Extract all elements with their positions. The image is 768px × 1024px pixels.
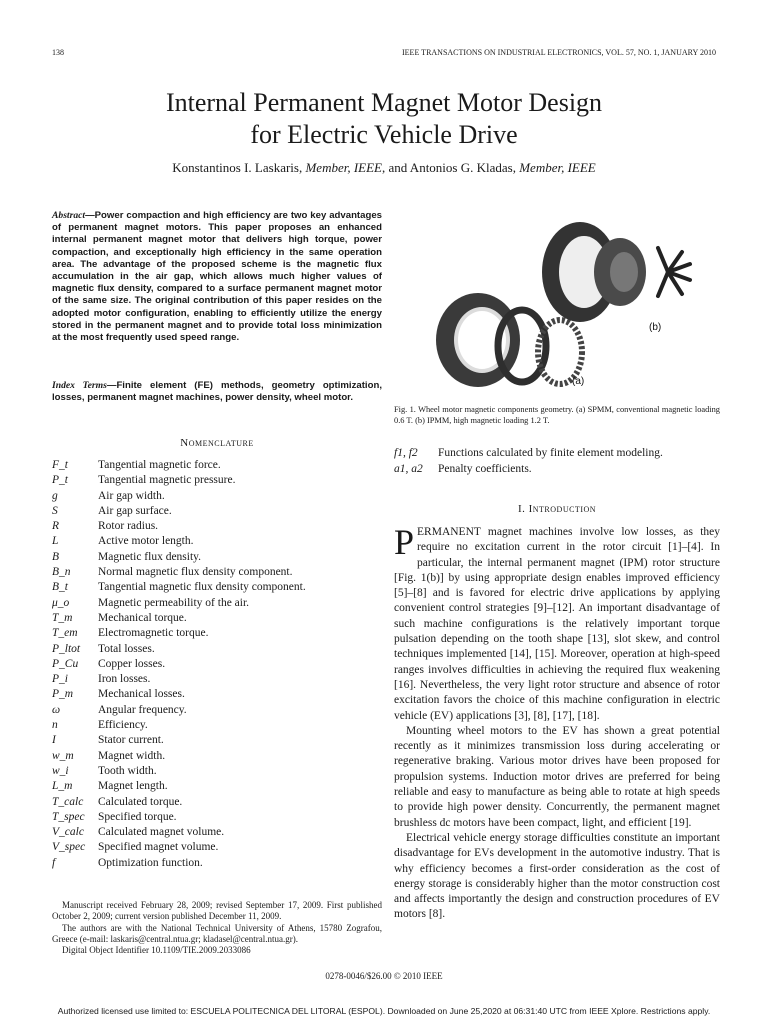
nomenclature-symbol: T_spec: [52, 810, 85, 823]
nomenclature-description: Efficiency.: [98, 719, 148, 732]
nomenclature-symbol: L: [52, 535, 59, 548]
nomenclature-symbol: B_n: [52, 566, 71, 579]
penalty-symbol: f1, f2: [394, 447, 418, 459]
nomenclature-row: [52, 840, 382, 855]
nomenclature-row: [52, 779, 382, 794]
nomenclature-row: [52, 703, 382, 718]
nomenclature-row: [52, 749, 382, 764]
nomenclature-list: [52, 458, 382, 871]
nomenclature-symbol: T_calc: [52, 795, 84, 808]
nomenclature-row: [52, 764, 382, 779]
author-1: Konstantinos I. Laskaris,: [172, 160, 306, 175]
nomenclature-row: [52, 718, 382, 733]
nomenclature-symbol: P_t: [52, 474, 68, 487]
intro-paragraph-1: [394, 522, 720, 724]
figure-1: [420, 212, 720, 392]
nomenclature-row: [52, 550, 382, 565]
nomenclature-row: [52, 504, 382, 519]
nomenclature-symbol: n: [52, 719, 58, 732]
issn-copyright: 0278-0046/$26.00 © 2010 IEEE: [325, 971, 443, 981]
paper-title: [0, 87, 768, 151]
penalty-list: [394, 446, 720, 477]
introduction-body: [394, 522, 720, 923]
index-terms-text: —Finite element (FE) methods, geometry optimization, losses, permanent magnet machines, power density, wheel motor.: [52, 380, 382, 404]
nomenclature-description: Optimization function.: [98, 856, 203, 869]
nomenclature-description: Tooth width.: [98, 764, 157, 777]
nomenclature-description: Tangential magnetic flux density component.: [98, 581, 306, 594]
nomenclature-description: Electromagnetic torque.: [98, 627, 209, 640]
abstract: [52, 210, 382, 344]
nomenclature-row: [52, 565, 382, 580]
nomenclature-row: [52, 580, 382, 595]
nomenclature-description: Magnet length.: [98, 780, 168, 793]
nomenclature-row: [52, 473, 382, 488]
index-terms-lead: Index Terms: [52, 380, 107, 391]
penalty-symbol: a1, a2: [394, 462, 423, 475]
motor-components-illustration: [420, 212, 720, 392]
introduction-heading: I. Introduction: [517, 503, 597, 515]
nomenclature-symbol: T_em: [52, 627, 78, 640]
nomenclature-row: [52, 687, 382, 702]
figure-label-b: (b): [649, 322, 662, 333]
abstract-text: —Power compaction and high efficiency are two key advantages of permanent magnet motors. This paper proposes an enhanced internal permanent magnet motor that delivers high torque, power compaction, and exceptionally high efficiency in the same operation area. The advantage of the proposed scheme is the magnetic flux accumulation in the air gap, which allows much higher values of magnetic flux density, compared to a surface permanent magnet motor of the same size. The original contribution of this paper resides on the adopted motor configuration, enabling to efficiently utilize the energy stored in the permanent magnet and to provide total loss minimization at the most frequently used speed range.: [52, 210, 382, 344]
title-line-1: Internal Permanent Magnet Motor Design: [165, 88, 603, 117]
nomenclature-row: [52, 611, 382, 626]
penalty-row: [394, 462, 720, 478]
nomenclature-symbol: V_spec: [52, 841, 86, 854]
nomenclature-row: [52, 534, 382, 549]
nomenclature-symbol: T_m: [52, 611, 73, 624]
nomenclature-row: [52, 672, 382, 687]
nomenclature-row: [52, 642, 382, 657]
title-line-2: for Electric Vehicle Drive: [250, 120, 518, 149]
author-2-role: Member, IEEE: [519, 160, 596, 175]
footnote-affiliation: The authors are with the National Technical University of Athens, 15780 Zografou, Greece (e-mail: laskaris@central.ntua.gr; kladasel@central.ntua.gr).: [52, 922, 382, 944]
ipmm-rotor: [594, 238, 646, 306]
nomenclature-symbol: I: [52, 734, 56, 747]
abstract-lead: Abstract: [52, 210, 86, 221]
nomenclature-symbol: P_i: [52, 673, 68, 686]
nomenclature-description: Rotor radius.: [98, 520, 159, 533]
nomenclature-symbol: S: [52, 504, 58, 517]
intro-paragraph-2: Mounting wheel motors to the EV has shown a great potential recently as it minimizes transmission loss during accelerating or regenerative braking. Various motor drives have been proposed for propulsion systems. Induction motor drives are preferred for being reliable and easy to manufacture as being able to rotate at high speeds to provide high power density. Concurrently, the permanent magnet brushless dc motors have been compact, light, and efficient [19].: [394, 724, 720, 829]
nomenclature-symbol: P_ltot: [52, 642, 81, 655]
author-conjunction: , and Antonios G. Kladas,: [382, 160, 520, 175]
nomenclature-description: Active motor length.: [98, 535, 194, 548]
nomenclature-description: Specified magnet volume.: [98, 841, 219, 854]
nomenclature-description: Calculated magnet volume.: [98, 826, 225, 839]
penalty-row: [394, 446, 720, 462]
nomenclature-symbol: R: [52, 520, 60, 533]
nomenclature-description: Total losses.: [98, 642, 155, 655]
figure-label-a: (a): [572, 376, 585, 387]
nomenclature-symbol: B: [52, 550, 60, 563]
nomenclature-description: Specified torque.: [98, 810, 177, 823]
nomenclature-row: [52, 489, 382, 504]
nomenclature-symbol: w_i: [52, 764, 69, 777]
nomenclature-description: Air gap surface.: [98, 504, 172, 517]
nomenclature-symbol: B_t: [52, 581, 68, 594]
nomenclature-row: [52, 795, 382, 810]
license-notice: Authorized licensed use limited to: ESCUELA POLITECNICA DEL LITORAL (ESPOL). Downloaded on June 25,2020 at 06:31:40 UTC from IEEE Xplore. Restrictions apply.: [57, 1006, 711, 1016]
nomenclature-description: Angular frequency.: [98, 703, 187, 716]
nomenclature-symbol: μ_o: [52, 596, 70, 609]
footnote-doi: Digital Object Identifier 10.1109/TIE.2009.2033086: [62, 945, 251, 956]
nomenclature-description: Mechanical torque.: [98, 611, 187, 624]
author-1-role: Member, IEEE: [305, 160, 382, 175]
journal-header: IEEE TRANSACTIONS ON INDUSTRIAL ELECTRONICS, VOL. 57, NO. 1, JANUARY 2010: [402, 48, 716, 57]
nomenclature-description: Iron losses.: [98, 673, 151, 686]
nomenclature-row: [52, 519, 382, 534]
nomenclature-symbol: f: [52, 856, 56, 869]
page-number: 138: [52, 48, 64, 57]
nomenclature-description: Stator current.: [98, 734, 164, 747]
footnote: [52, 900, 382, 956]
nomenclature-description: Air gap width.: [98, 489, 165, 502]
nomenclature-row: [52, 733, 382, 748]
nomenclature-description: Magnetic flux density.: [98, 550, 202, 563]
nomenclature-symbol: V_calc: [52, 826, 84, 839]
nomenclature-symbol: P_Cu: [52, 657, 79, 670]
nomenclature-symbol: ω: [52, 703, 61, 716]
nomenclature-description: Magnet width.: [98, 749, 166, 762]
index-terms: [52, 380, 382, 404]
nomenclature-symbol: w_m: [52, 749, 74, 762]
figure-caption: Fig. 1. Wheel motor magnetic components geometry. (a) SPMM, conventional magnetic loading 0.6 T. (b) IPMM, high magnetic loading 1.2 T.: [394, 405, 720, 425]
nomenclature-row: [52, 458, 382, 473]
nomenclature-row: [52, 657, 382, 672]
intro-paragraph-3: Electrical vehicle energy storage difficulties constitute an important disadvantage for EVs development in the automotive industry. That is why efficiency becomes a first-order consideration as the cost of energy storage is considerably higher than the motor construction cost and affects importantly the design and construction procedures of EV motors [8].: [394, 831, 720, 921]
ipmm-magnets: [658, 248, 690, 296]
penalty-desc: Functions calculated by finite element modeling.: [438, 447, 663, 459]
author-line: [0, 160, 768, 176]
nomenclature-description: Mechanical losses.: [98, 688, 185, 701]
nomenclature-row: [52, 596, 382, 611]
nomenclature-description: Calculated torque.: [98, 795, 183, 808]
nomenclature-description: Copper losses.: [98, 657, 166, 670]
nomenclature-row: [52, 626, 382, 641]
nomenclature-symbol: P_m: [52, 688, 74, 701]
nomenclature-symbol: F_t: [52, 459, 68, 471]
nomenclature-description: Magnetic permeability of the air.: [98, 596, 250, 609]
penalty-desc: Penalty coefficients.: [438, 462, 532, 475]
intro-paragraph-1-text: ERMANENT magnet machines involve low losses, as they require no excitation current in the rotor circuit [1]–[4]. In particular, the internal permanent magnet (IPM) rotor structure [Fig. 1(b)] by using appropriate design enables improved efficiency [5]–[8] and is favored for electric drive applications by applying convenient control strategies [9]–[12]. An important disadvantage of such machine configurations is the relatively important torque pulsation depending on the tooth shape [13], slot skew, and control techniques implemented [14], [15]. Moreover, operation at high-speed ranges involves difficulties in achieving the required flux weakening [16]. Nevertheless, the very light rotor structure and absence of rotor excitation favors the choice of this machine configuration in electric vehicle (EV) applications [3], [8], [17], [18].: [394, 526, 720, 722]
nomenclature-description: Tangential magnetic pressure.: [98, 474, 236, 487]
nomenclature-row: [52, 856, 382, 871]
drop-cap: P: [394, 522, 415, 562]
nomenclature-description: Normal magnetic flux density component.: [98, 566, 293, 579]
nomenclature-symbol: L_m: [52, 780, 73, 793]
nomenclature-symbol: g: [52, 489, 58, 502]
nomenclature-description: Tangential magnetic force.: [98, 459, 221, 471]
nomenclature-row: [52, 810, 382, 825]
nomenclature-heading: Nomenclature: [180, 437, 254, 449]
nomenclature-row: [52, 825, 382, 840]
footnote-received: Manuscript received February 28, 2009; revised September 17, 2009. First published October 2, 2009; current version published December 11, 2009.: [52, 900, 382, 922]
